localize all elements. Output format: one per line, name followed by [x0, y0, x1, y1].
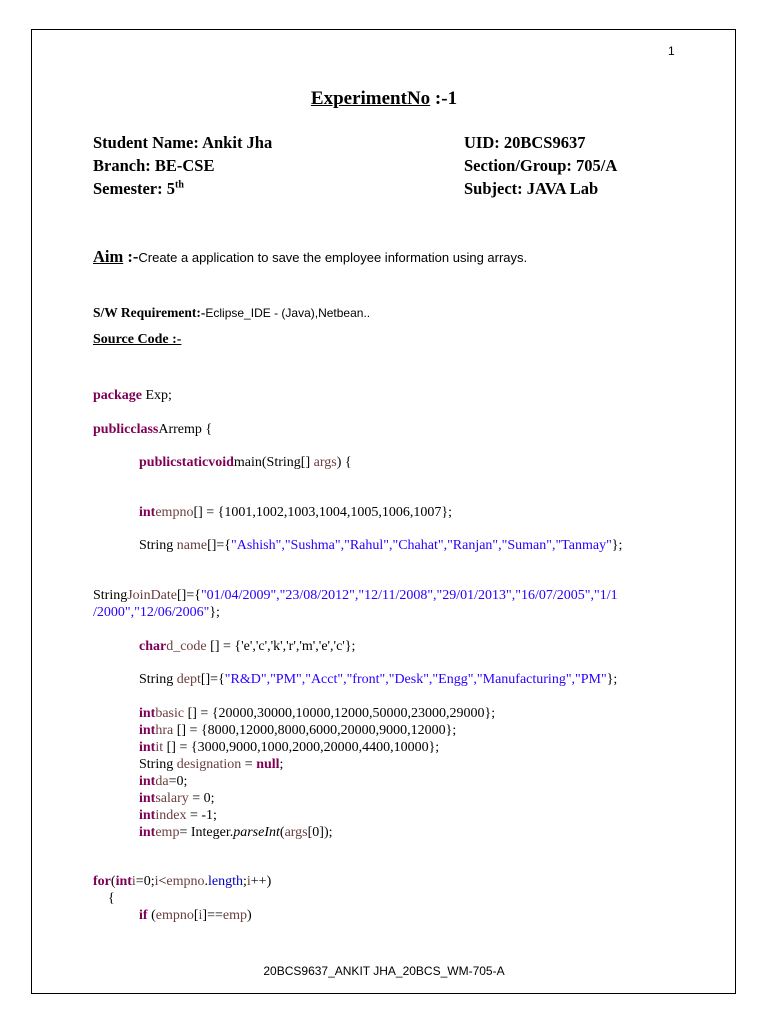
aim-text: Create a application to save the employee information using arrays. [138, 250, 528, 265]
code-text: String [139, 538, 177, 553]
code-text: = [241, 757, 257, 772]
code-kw: public [93, 422, 131, 437]
code-line-if [139, 907, 252, 924]
code-kw: int [139, 723, 156, 738]
student-name: Student Name: Ankit Jha [93, 133, 273, 152]
code-kw: null [256, 757, 280, 772]
aim-line [93, 247, 527, 267]
code-text: [ [193, 908, 199, 923]
code-line-joindate-2 [93, 604, 220, 621]
code-kw: if [139, 908, 148, 923]
code-text: ) { [336, 455, 352, 470]
code-line-index [139, 807, 217, 824]
code-text: }; [209, 605, 220, 620]
sw-text: Eclipse_IDE - (Java),Netbean.. [205, 306, 371, 320]
code-var: args [313, 455, 337, 470]
code-text: [0]); [307, 825, 333, 840]
code-text: < [158, 874, 167, 889]
sw-label: S/W Requirement:- [93, 305, 206, 320]
code-text: = Integer. [179, 825, 234, 840]
code-string: /2000","12/06/2006" [93, 605, 210, 620]
code-line-empno [139, 504, 452, 521]
code-kw: int [139, 791, 156, 806]
branch: Branch: BE-CSE [93, 156, 215, 175]
code-kw: int [139, 825, 156, 840]
code-var: JoinDate [127, 588, 177, 603]
title-experiment: ExperimentNo [310, 88, 431, 109]
code-kw: int [115, 874, 132, 889]
title-number: :-1 [430, 88, 458, 109]
code-text: []={ [200, 672, 225, 687]
code-kw: char [139, 639, 167, 654]
code-text: }; [606, 672, 618, 687]
code-text: }; [611, 538, 623, 553]
code-string: "R&D","PM","Acct","front","Desk","Engg","Manufacturing","PM" [224, 672, 607, 687]
code-text: ( [147, 908, 156, 923]
code-line-emp [139, 824, 333, 841]
code-text: == [207, 908, 223, 923]
uid: UID: 20BCS9637 [464, 133, 586, 152]
page-footer: 20BCS9637_ANKIT JHA_20BCS_WM-705-A [263, 964, 505, 978]
document-title [0, 88, 768, 110]
code-text: String [139, 672, 177, 687]
code-text: []={ [177, 588, 201, 603]
code-field: length [208, 874, 243, 889]
code-text: ( [110, 874, 116, 889]
code-line-da [139, 773, 187, 790]
semester-suffix: th [175, 179, 184, 191]
code-var: da [155, 774, 169, 789]
code-text: Arremp { [158, 422, 213, 437]
code-text: =0; [168, 774, 188, 789]
code-line-basic [139, 705, 495, 722]
code-line-designation [139, 756, 283, 773]
code-line-dept [139, 671, 617, 688]
code-line-dcode [139, 638, 355, 655]
code-text: Exp; [142, 388, 172, 403]
code-text: []={ [207, 538, 232, 553]
code-kw: int [139, 505, 156, 520]
code-var: i [154, 874, 159, 889]
semester-label: Semester: 5 [93, 179, 176, 198]
code-var: it [155, 740, 164, 755]
code-var: designation [176, 757, 242, 772]
code-line-for [93, 873, 271, 890]
code-kw: int [139, 808, 156, 823]
source-code-label: Source Code :- [93, 332, 182, 347]
code-line-package [93, 387, 172, 404]
code-text: ; [243, 874, 247, 889]
page-number: 1 [668, 44, 675, 58]
code-var: i [131, 874, 136, 889]
code-var: empno [155, 908, 194, 923]
code-var: emp [155, 825, 180, 840]
code-kw: int [139, 740, 156, 755]
aim-label: Aim [93, 247, 124, 266]
code-line-main [139, 454, 352, 471]
code-text: = 0; [188, 791, 215, 806]
code-text: = -1; [186, 808, 217, 823]
code-var: empno [155, 505, 194, 520]
code-var: index [155, 808, 187, 823]
code-text: [] = {1001,1002,1003,1004,1005,1006,1007}; [193, 505, 453, 520]
code-text: ; [279, 757, 284, 772]
code-string: "01/04/2009","23/08/2012","12/11/2008","29/01/2013","16/07/2005","1/1 [200, 588, 618, 603]
code-method: parseInt [233, 825, 280, 840]
code-text: String [93, 588, 128, 603]
code-var: salary [155, 791, 189, 806]
code-var: args [284, 825, 308, 840]
code-text: ] [202, 908, 208, 923]
aim-separator: :- [123, 247, 139, 266]
code-text: =0; [135, 874, 155, 889]
code-line-name [139, 537, 622, 554]
code-kw: for [93, 874, 111, 889]
code-text: ( [279, 825, 285, 840]
code-kw: publicstaticvoid [139, 455, 234, 470]
code-var: d_code [166, 639, 207, 654]
code-var: name [176, 538, 208, 553]
code-kw: int [139, 774, 156, 789]
code-kw: class [130, 422, 159, 437]
section-group: Section/Group: 705/A [464, 156, 618, 175]
code-line-brace: { [108, 891, 115, 906]
code-var: emp [222, 908, 247, 923]
code-var: empno [166, 874, 205, 889]
code-kw: int [139, 706, 156, 721]
code-text: [] = {'e','c','k','r','m','e','c'}; [206, 639, 356, 654]
code-text: main(String[] [233, 455, 314, 470]
code-var: i [198, 908, 203, 923]
code-kw: package [93, 388, 142, 403]
code-text: ) [246, 908, 252, 923]
code-var: hra [155, 723, 174, 738]
code-var: i [246, 874, 251, 889]
code-text: [] = {8000,12000,8000,6000,20000,9000,12000}; [173, 723, 457, 738]
code-line-salary [139, 790, 215, 807]
code-text: String [139, 757, 177, 772]
subject: Subject: JAVA Lab [464, 179, 599, 198]
semester [93, 179, 184, 199]
code-string: "Ashish","Sushma","Rahul","Chahat","Ranjan","Suman","Tanmay" [231, 538, 612, 553]
code-line-hra [139, 722, 456, 739]
code-line-it [139, 739, 439, 756]
code-text: [] = {3000,9000,1000,2000,20000,4400,10000}; [163, 740, 440, 755]
code-text: . [204, 874, 208, 889]
code-var: basic [155, 706, 185, 721]
code-line-class [93, 421, 212, 438]
code-var: dept [176, 672, 201, 687]
code-text: [] = {20000,30000,10000,12000,50000,23000,29000}; [184, 706, 496, 721]
code-line-joindate-1 [93, 587, 618, 604]
sw-requirement [93, 305, 370, 321]
code-text: ++) [250, 874, 272, 889]
